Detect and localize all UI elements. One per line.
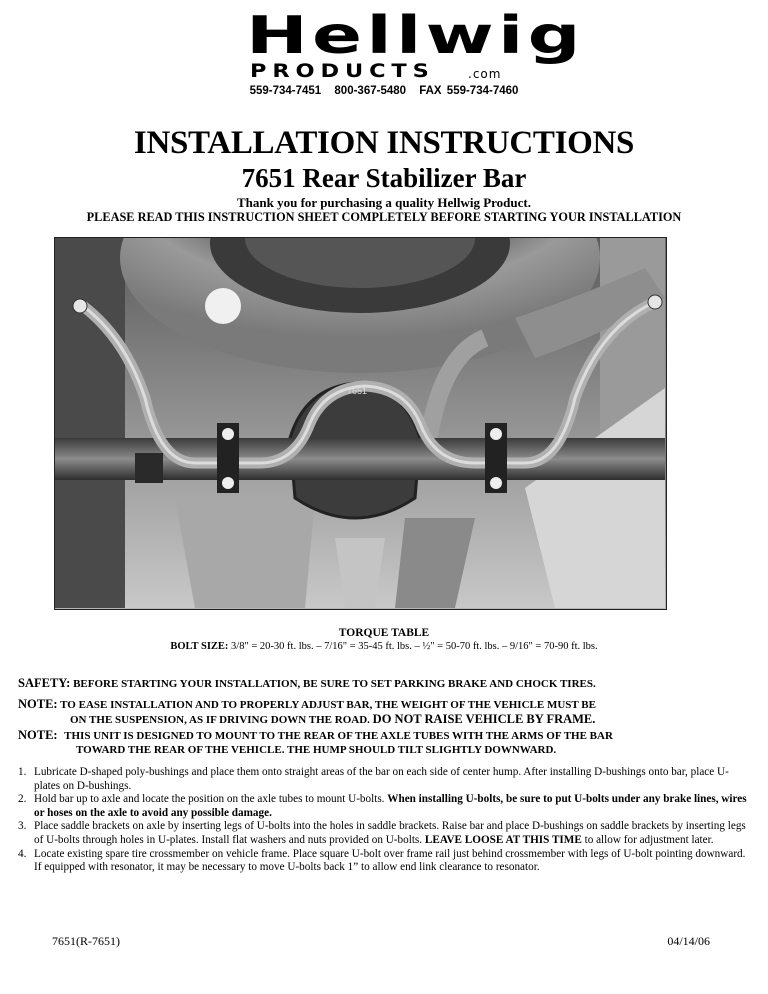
installation-photo	[54, 237, 667, 610]
phone-main: 559-734-7451	[249, 85, 322, 97]
step-warning: LEAVE LOOSE AT THIS TIME	[424, 833, 582, 846]
read-first-warning: PLEASE READ THIS INSTRUCTION SHEET COMPLETELY BEFORE STARTING YOUR INSTALLATION	[86, 210, 682, 224]
step-number: 4.	[18, 847, 27, 860]
page-title: INSTALLATION INSTRUCTIONS	[133, 125, 635, 161]
note-label: NOTE:	[18, 728, 58, 742]
note-mounting-line1: THIS UNIT IS DESIGNED TO MOUNT TO THE REAR OF THE AXLE TUBES WITH THE ARMS OF THE BAR	[64, 730, 613, 742]
bolt-size-label: BOLT SIZE:	[170, 641, 229, 652]
step-text: Lubricate D-shaped poly-bushings and place them onto straight areas of the bar on each side of center hump. After installing D-bushings onto bar, place U-plates on D-bushings.	[34, 766, 729, 792]
logo-domain: .com	[468, 67, 502, 81]
part-number: 7651(R-7651)	[52, 934, 120, 948]
step-text: Hold bar up to axle and locate the position on the axle tubes to mount U-bolts. When installing U-bolts, be sure to put U-bolts under any brake lines, wires or hoses on the axle to avoid any possible damage.	[34, 793, 747, 819]
step-number: 1.	[18, 766, 27, 778]
torque-values: 3/8" = 20-30 ft. lbs. – 7/16" = 35-45 ft. lbs. – ½" = 50-70 ft. lbs. – 9/16" = 70-90 ft. lbs.	[231, 641, 598, 652]
thank-you-text: Thank you for purchasing a quality Hellwig Product.	[236, 195, 531, 210]
step-3	[18, 820, 752, 847]
instruction-steps	[18, 766, 752, 875]
hellwig-logo	[240, 6, 585, 82]
svg-text:7651: 7651	[347, 386, 368, 396]
step-number: 2.	[18, 793, 27, 806]
torque-table-row	[0, 641, 768, 653]
logo-products: PRODUCTS	[250, 60, 435, 82]
note-weight	[18, 697, 596, 727]
step-2	[18, 793, 752, 820]
step-4	[18, 848, 752, 875]
underbody-illustration	[55, 238, 665, 608]
phone-tollfree: 800-367-5480	[334, 85, 407, 97]
safety-notice	[18, 676, 596, 691]
safety-text: BEFORE STARTING YOUR INSTALLATION, BE SURE TO SET PARKING BRAKE AND CHOCK TIRES.	[73, 678, 596, 690]
logo-wordmark: Hellwig	[246, 6, 585, 66]
note-weight-emphasis: DO NOT RAISE VEHICLE BY FRAME.	[372, 712, 596, 726]
safety-label: SAFETY:	[18, 676, 71, 690]
note-weight-line2: ON THE SUSPENSION, AS IF DRIVING DOWN THE ROAD.	[70, 714, 370, 726]
note-weight-line1: TO EASE INSTALLATION AND TO PROPERLY ADJUST BAR, THE WEIGHT OF THE VEHICLE MUST BE	[60, 699, 596, 711]
contact-phones	[0, 85, 768, 97]
step-warning: When installing U-bolts, be sure to put U-bolts under any brake lines, wires or hoses on the axle to avoid any possible damage.	[34, 793, 747, 819]
torque-table-title: TORQUE TABLE	[338, 627, 430, 639]
step-text: Place saddle brackets on axle by inserting legs of U-bolts into the holes in saddle brackets. Raise bar and place D-bushings on saddle brackets by inserting legs of U-bolts through holes in U-plates. Install flat washers and nuts provided on U-bolts. LEAVE LOOSE AT THIS TIME to allow for adjustment later.	[34, 820, 746, 846]
phone-fax: FAX 559-734-7460	[419, 85, 519, 97]
product-title: 7651 Rear Stabilizer Bar	[241, 163, 527, 193]
note-mounting-line2: TOWARD THE REAR OF THE VEHICLE. THE HUMP SHOULD TILT SLIGHTLY DOWNWARD.	[76, 744, 557, 756]
step-number: 3.	[18, 820, 27, 833]
step-text: Locate existing spare tire crossmember on vehicle frame. Place square U-bolt over frame rail just behind crossmember with legs of U-bolt pointing downward. If equipped with resonator, it may be necessary to move U-bolts back 1” to allow end link clearance to resonator.	[34, 847, 746, 874]
note-mounting	[18, 728, 613, 757]
revision-date: 04/14/06	[667, 934, 710, 948]
step-1	[18, 766, 752, 793]
note-label: NOTE:	[18, 697, 58, 711]
